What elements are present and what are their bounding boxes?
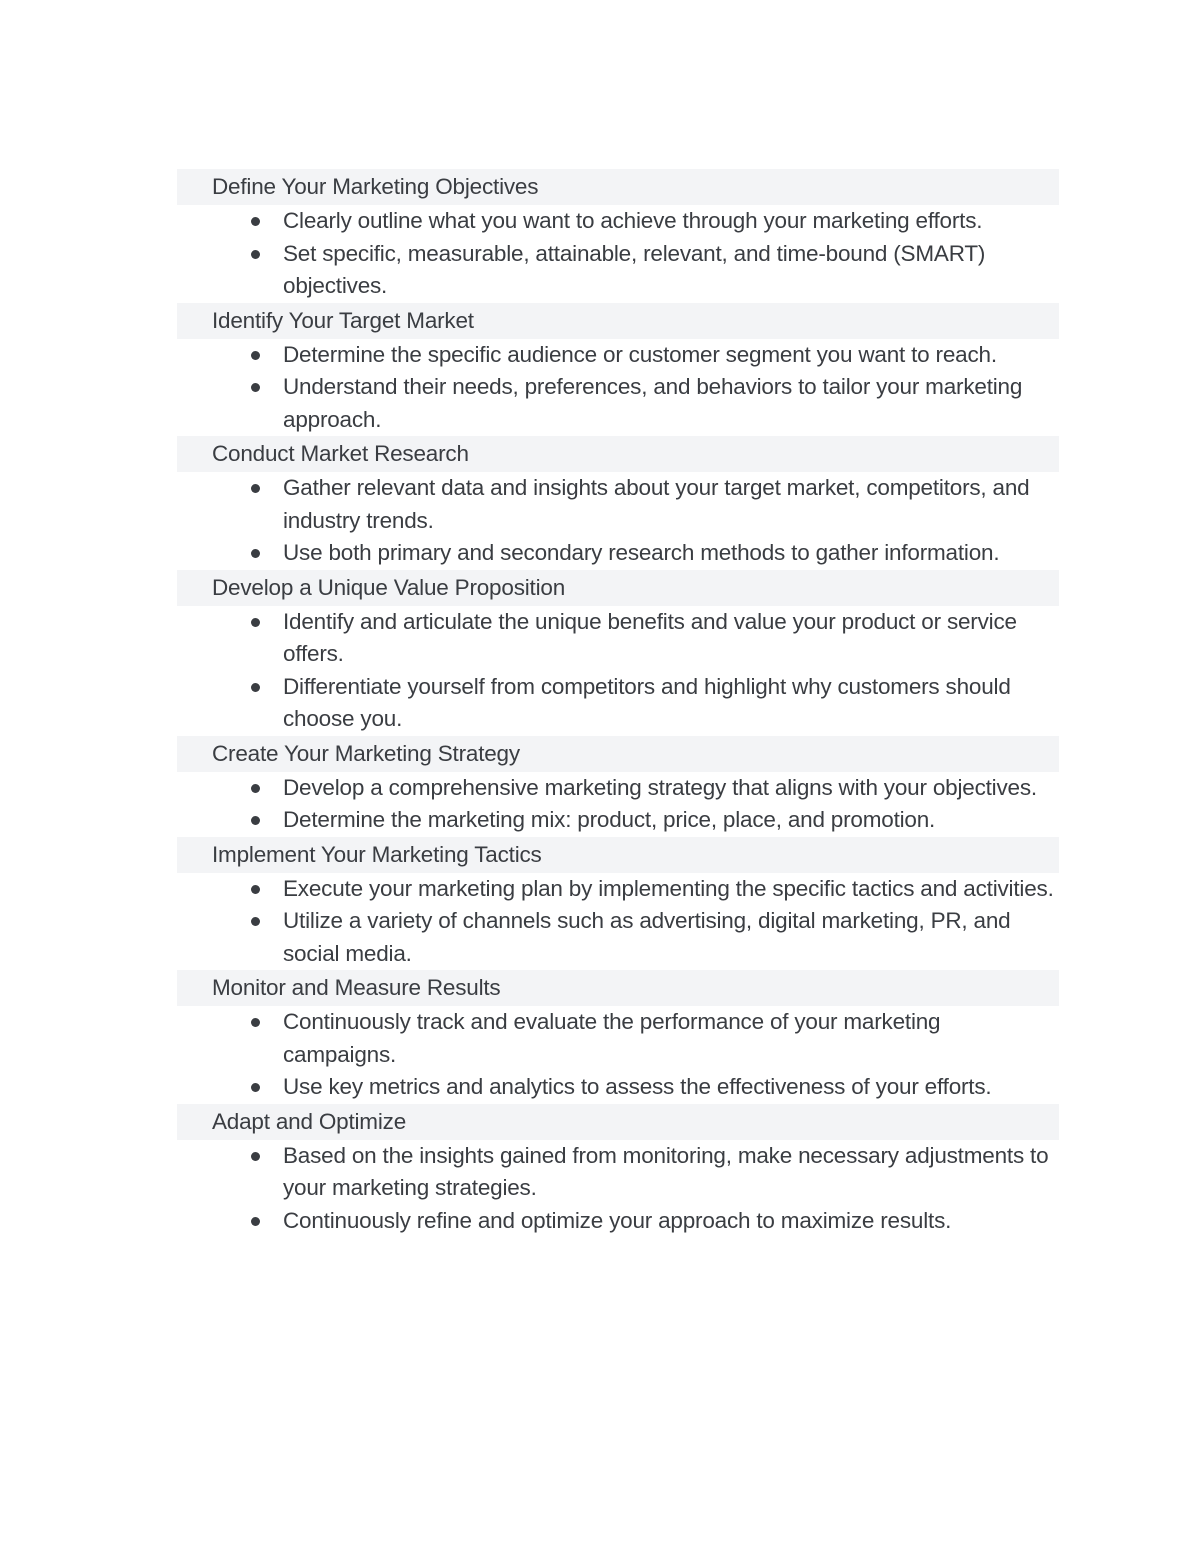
- section-heading: Define Your Marketing Objectives: [177, 169, 1059, 205]
- list-item-text: Continuously track and evaluate the performance of your marketing campaigns.: [283, 1009, 941, 1067]
- bullet-icon: [251, 816, 260, 825]
- list-item-text: Utilize a variety of channels such as advertising, digital marketing, PR, and social media.: [283, 908, 1011, 966]
- section-heading: Adapt and Optimize: [177, 1104, 1059, 1140]
- bullet-icon: [251, 351, 260, 360]
- list-item: [177, 606, 1059, 671]
- bullet-icon: [251, 1018, 260, 1027]
- section-marketing-strategy: [177, 736, 1059, 837]
- bullet-icon: [251, 618, 260, 627]
- section-identify-target-market: [177, 303, 1059, 437]
- list-item-text: Differentiate yourself from competitors and highlight why customers should choose you.: [283, 673, 1011, 731]
- list-item: [177, 772, 1059, 805]
- list-item-text: Use key metrics and analytics to assess the effectiveness of your efforts.: [283, 1074, 992, 1099]
- document-body: [177, 169, 1059, 1237]
- bullet-icon: [251, 917, 260, 926]
- list-item: [177, 905, 1059, 970]
- bullet-icon: [251, 683, 260, 692]
- section-heading: Monitor and Measure Results: [177, 970, 1059, 1006]
- list-item: [177, 1140, 1059, 1205]
- list-item: [177, 873, 1059, 906]
- bullet-icon: [251, 383, 260, 392]
- section-heading: Conduct Market Research: [177, 436, 1059, 472]
- bullet-list: [177, 1006, 1059, 1104]
- list-item-text: Based on the insights gained from monitoring, make necessary adjustments to your marketing strategies.: [283, 1142, 1049, 1200]
- section-heading: Create Your Marketing Strategy: [177, 736, 1059, 772]
- bullet-icon: [251, 250, 260, 259]
- list-item: [177, 537, 1059, 570]
- bullet-icon: [251, 549, 260, 558]
- list-item-text: Develop a comprehensive marketing strategy that aligns with your objectives.: [283, 774, 1037, 800]
- section-define-objectives: [177, 169, 1059, 303]
- list-item-text: Understand their needs, preferences, and behaviors to tailor your marketing approach.: [283, 374, 1023, 432]
- list-item: [177, 339, 1059, 372]
- section-market-research: [177, 436, 1059, 570]
- bullet-icon: [251, 1217, 260, 1226]
- bullet-list: [177, 1140, 1059, 1238]
- list-item: [177, 1071, 1059, 1104]
- section-heading: Develop a Unique Value Proposition: [177, 570, 1059, 606]
- section-heading: Identify Your Target Market: [177, 303, 1059, 339]
- section-value-proposition: [177, 570, 1059, 736]
- list-item: [177, 472, 1059, 537]
- list-item-text: Execute your marketing plan by implementing the specific tactics and activities.: [283, 875, 1054, 901]
- bullet-icon: [251, 885, 260, 894]
- bullet-icon: [251, 1083, 260, 1092]
- list-item: [177, 671, 1059, 736]
- list-item-text: Determine the marketing mix: product, price, place, and promotion.: [283, 807, 936, 832]
- section-marketing-tactics: [177, 837, 1059, 971]
- bullet-list: [177, 606, 1059, 736]
- list-item: [177, 804, 1059, 837]
- list-item: [177, 238, 1059, 303]
- bullet-list: [177, 339, 1059, 437]
- list-item-text: Identify and articulate the unique benefits and value your product or service offers.: [283, 608, 1017, 666]
- bullet-icon: [251, 1152, 260, 1161]
- list-item-text: Use both primary and secondary research methods to gather information.: [283, 540, 1000, 565]
- bullet-icon: [251, 484, 260, 493]
- bullet-list: [177, 205, 1059, 303]
- bullet-icon: [251, 217, 260, 226]
- section-monitor-results: [177, 970, 1059, 1104]
- list-item: [177, 205, 1059, 238]
- list-item: [177, 371, 1059, 436]
- list-item-text: Determine the specific audience or customer segment you want to reach.: [283, 341, 997, 367]
- list-item: [177, 1006, 1059, 1071]
- section-adapt-optimize: [177, 1104, 1059, 1238]
- bullet-list: [177, 772, 1059, 837]
- list-item-text: Clearly outline what you want to achieve through your marketing efforts.: [283, 208, 983, 233]
- list-item-text: Continuously refine and optimize your approach to maximize results.: [283, 1207, 952, 1233]
- section-heading: Implement Your Marketing Tactics: [177, 837, 1059, 873]
- list-item-text: Gather relevant data and insights about your target market, competitors, and industry trends.: [283, 475, 1030, 533]
- bullet-list: [177, 472, 1059, 570]
- list-item: [177, 1205, 1059, 1238]
- list-item-text: Set specific, measurable, attainable, relevant, and time-bound (SMART) objectives.: [283, 240, 986, 298]
- bullet-icon: [251, 784, 260, 793]
- bullet-list: [177, 873, 1059, 971]
